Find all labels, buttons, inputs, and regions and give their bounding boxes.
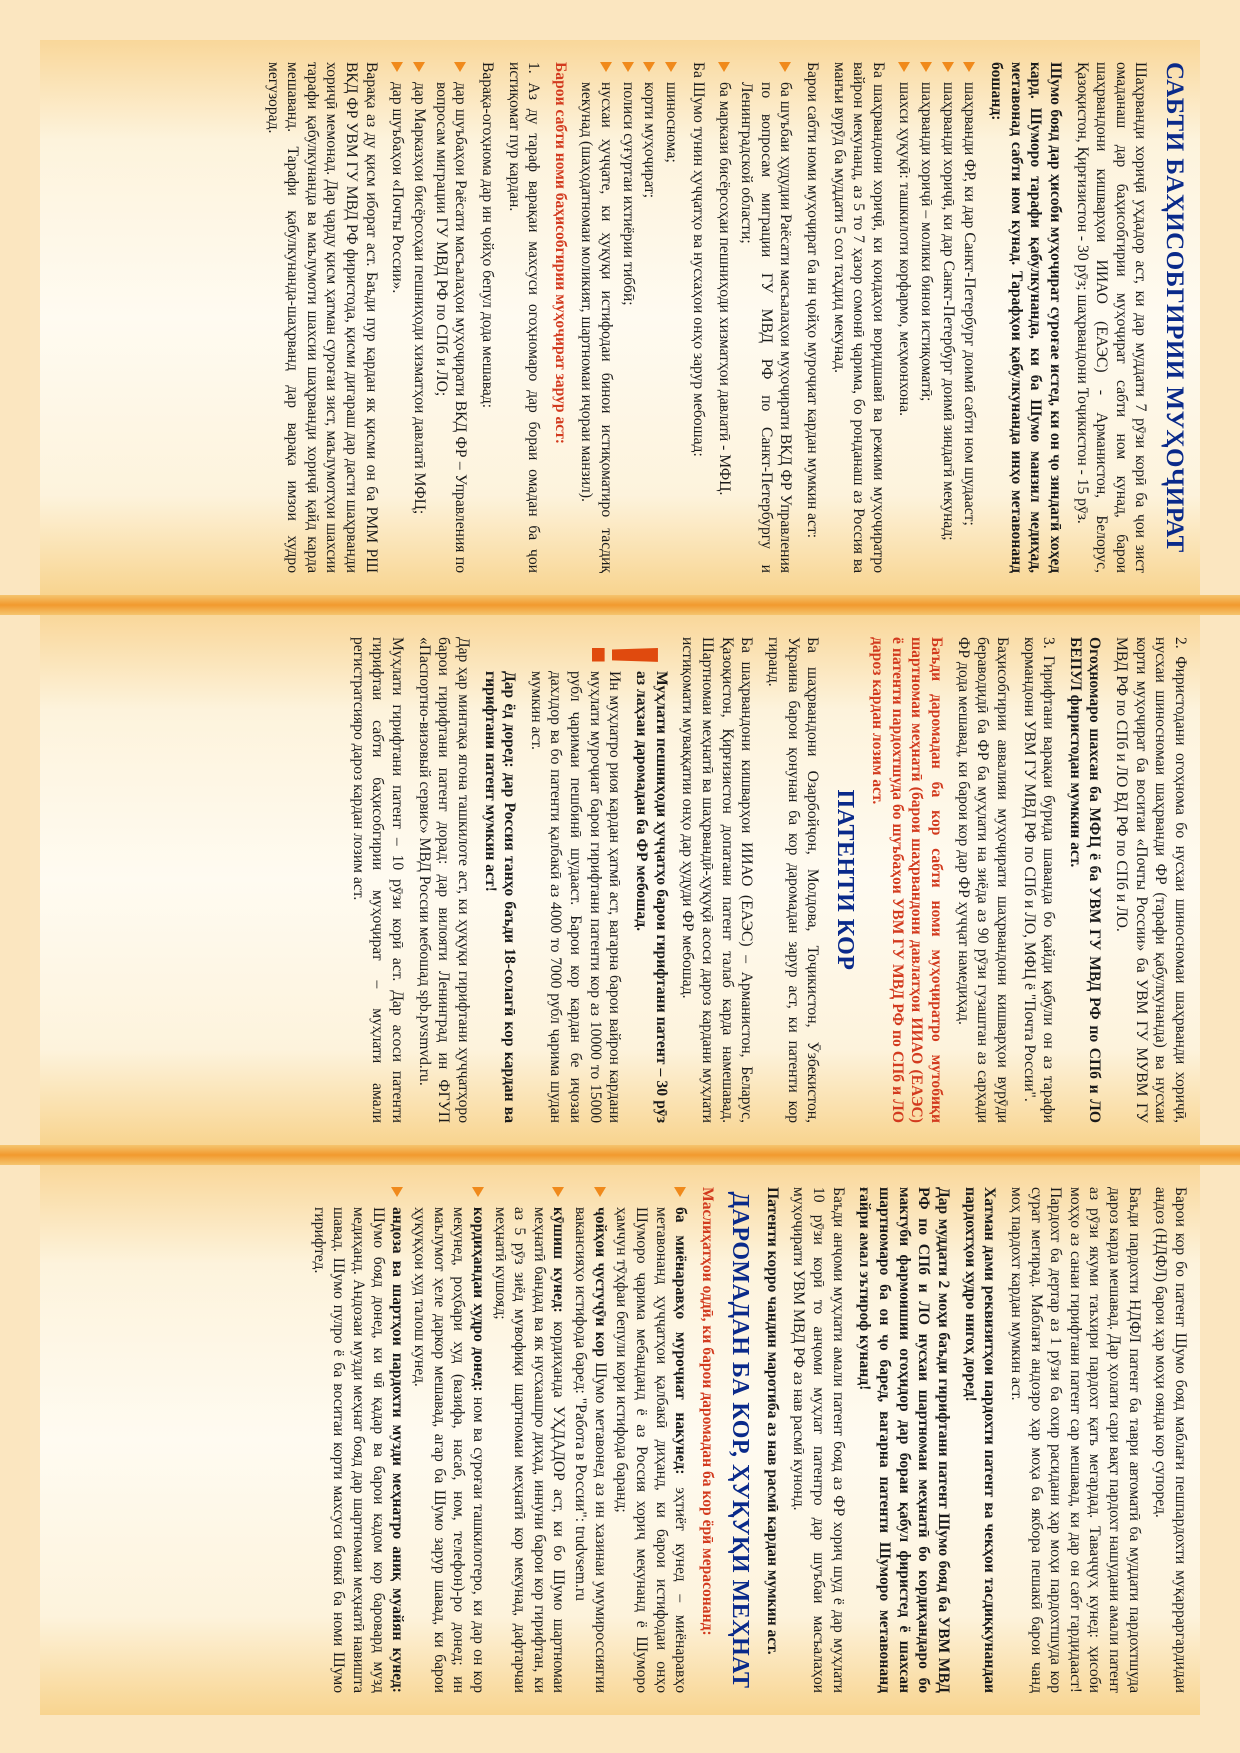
office-list <box>715 62 796 573</box>
list-item: ба маркази бисёрсоҳаи пешниҳоди хизматҳои давлатӣ - МФЦ. <box>715 62 735 573</box>
paragraph: Баҳисобгирии аввалияи муҳоҷирати шаҳрвандони кишварҳои вурӯди бераводидӣ ба ФР ба муҳлати на зиёда аз 90 рӯзи гузаштан аз сарҳади ФР дода мешавад, ки барои кор дар ФР ҳуҷҷат намедиҳад. <box>954 637 1011 1123</box>
form-source-list <box>388 62 471 573</box>
triangle-bullet-icon <box>942 62 954 72</box>
list-item: кӯшиш кунед: кордиҳанда УҲДАДОР аст, ки бо Шумо шартномаи меҳнатӣ бандад ва як нусхаашро диҳад, иннуни барои кор гирифтан, ки аз 5 рӯз зиёд мувофиқи шартномаи меҳнатӣ кор мекунад, дафтарчаи меҳнатӣ кушояд; <box>490 1187 569 1693</box>
paragraph: 3. Гирифтани варақаи бурида шаванда бо қайди қабули он аз тарафи кормандони УВМ ГУ МВД РФ по СПб и ЛО, МФЦ ё "Почта России". <box>1020 637 1058 1123</box>
paragraph: Шаҳрванди хориҷӣ уҳдадор аст, ки дар муддати 7 рӯзи корӣ ба ҷои зист омаданаш дар баҳисобгирии муҳоҷират сабти ном кунад, барои шаҳрвандони кишварҳои ИИАО (ЕАЭС) - Арманистон, Белорус, Қазоқистон, Қирғизистон - 30 рӯз; шаҳрвандони Тоҷикистон - 15 рӯз. <box>1073 62 1150 573</box>
paragraph: Ба шаҳрвандони Озарбойҷон, Молдова, Тоҷикистон, Ӯзбекистон, Украина барои қонунан ба кор даромадан зарур аст, ки патенти кор гиранд. <box>764 637 822 1123</box>
paragraph: Огоҳномаро шахсан ба МФЦ ё ба УВМ ГУ МВД РФ по СПб и ЛО БЕПУЛ фиристодан мумкин аст. <box>1066 637 1104 1123</box>
paragraph: Ба шаҳрвандони кишварҳои ИИАО (ЕАЭС) – Арманистон, Беларус, Қазоқистон, Қирғизистон допатани патент талаб карда намешавад. Шартномаи меҳнатӣ ва шаҳрвандӣ-ҳуқуқӣ асоси дароз кардани муҳлати истиқомати муваққатии онҳо дар ҳудуди ФР мебошад. <box>679 637 756 1123</box>
highlight-paragraph: Баъди даромадан ба кор сабти номи муҳоҷиратро мутобиқи шартномаи меҳнатӣ (барои шаҳрвандони давлатҳои ИИАО (ЕАЭС) ё патенти пардохтшуда бо шуъбаҳои УВМ ГУ МВД РФ по СПб и ЛО дароз кардан лозим аст. <box>869 637 945 1123</box>
triangle-bullet-icon <box>552 1187 564 1197</box>
advice-list <box>309 1187 690 1693</box>
paragraph: Дар ёд доред: дар Россия танҳо баъди 18-солагӣ кор кардан ва гирифтани патент мумкин аст! <box>481 671 519 1123</box>
triangle-bullet-icon <box>622 62 634 72</box>
paragraph: Патенти корро чандин маротиба аз нав расмӣ кардан мумкин аст. <box>763 1187 781 1655</box>
exclamation-icon: ! <box>570 639 678 671</box>
list-item: кордиҳандаи худро донед: ном ва суроғаи ташкилотеро, ки дар он кор мекунед, роҳбари худ (вазифа, насаб, ном, телефон)-ро донед; ин маълумот ҳеле даркор мешавад, агар ба Шумо зарур шавад, ки барои ҳуқуқҳои худ талош кунед. <box>409 1187 488 1693</box>
panel-employment <box>40 1165 1200 1715</box>
list-item: шаҳрванди хориҷӣ, ки дар Санкт-Петербург доимӣ зиндагӣ мекунад; <box>938 62 958 573</box>
triangle-bullet-icon <box>391 1187 403 1197</box>
panel-registration <box>40 40 1200 595</box>
paragraph: Хатман дами реквизитҳои пардохти патент ва чекҳои тасдиқкунандаи пардохтҳои худро нигоҳ доред! <box>961 1187 999 1693</box>
paragraph: Муҳлати пешниҳоди ҳуҷҷатҳо барои гирифтани патент – 30 рӯз аз лаҳзаи даромадан ба ФР мебошад. <box>633 671 670 1123</box>
documents-list <box>577 62 681 573</box>
employment-title: ДАРОМАДАН БА КОР, ҲУҚУҚИ МЕҲНАТ <box>727 1191 754 1689</box>
patent-title: ПАТЕНТИ КОР <box>832 789 859 971</box>
list-item: ба шуъбаи ҳудудии Раёсати масъалаҳои муҳоҷирати ВКД ФР Управления по вопросам миграции ГУ МВД РФ по Санкт-Петербургу и Ленинградской области; <box>736 62 795 573</box>
list-item: шаҳрванди ФР, ки дар Санкт-Петербург доимӣ сабти ном шудааст; <box>960 62 980 573</box>
panel-patent <box>40 615 1200 1145</box>
triangle-bullet-icon <box>391 62 403 72</box>
paragraph: Варақа-огоҳнома дар ин ҷойҳо бепул дода мешавад: <box>478 62 496 409</box>
paragraph: Варақа аз ду қисм иборат аст. Баъди пур кардан як қисми он ба РММ РШ ВКД ФР УВМ ГУ МВД РФ фиристода, қисми дигараш дар дасти шаҳрванди хориҷӣ мемонад. Дар ҷарду қисм ҳатман суроғаи зист, маълумотҳои шахсии тарафи қабулкунанда ва маълумоти шахсии шаҳрванди хориҷӣ қайд карда мешаванд. Тарафи қабулкунанда-шаҳрванд дар варақа имзои худро мегузорад. <box>264 62 380 573</box>
triangle-bullet-icon <box>779 62 791 72</box>
list-item: андоза ва шартҳои пардохти музди меҳнатро аниқ муайян кунед: Шумо бояд донед, ки чӣ қадар ва барои кадом кор баровард музд медиҳанд. Андозаи музди меҳнат бояд дар шартномаи меҳнатӣ навишта шавад. Шумо пулро ё ба воситаи корти махсуси бонкӣ ба номи Шумо гирифтед. <box>309 1187 407 1693</box>
paragraph: Шумо бояд дар ҳисоби муҳоҷират суроғае истед, ки он ҷо зиндагӣ хоҳед кард. Шуморо тарафи қабулкунанда, ки ба Шумо манзил медиҳад, метавонад сабти ном кунад. Тарафҳои қабулкунанда инҳо метавонанд бошанд: <box>988 62 1064 573</box>
paragraph: Барои кор бо патент Шумо бояд маблағи пешпардохти муқарраргардидаи андоз (НДФЛ) барои ҳар моҳи оянда кор супоред. <box>1152 1187 1189 1693</box>
triangle-bullet-icon <box>665 62 677 72</box>
triangle-bullet-icon <box>674 1187 686 1197</box>
list-item: полиси суғуртаи ихтиёрии тиббӣ; <box>618 62 638 573</box>
triangle-bullet-icon <box>920 62 932 72</box>
paragraph: Барои сабти номи муҳоҷират ба ин ҷойҳо муроҷиат кардан мумкин аст: <box>803 62 821 539</box>
warning-block <box>480 637 678 1123</box>
paragraph: Ба шаҳрвандони хориҷӣ, ки қоидаҳои воридшавӣ ва режими муҳоҷиратро вайрон мекунанд, аз 5 то 7 ҳазор сомонӣ ҷарима, бо ронданаш аз Россия ва манъи вурӯд ба муддати 5 сол таҳдид мекунад. <box>830 62 887 573</box>
paragraph: Дар ҳар минтақа ягона ташкилоте аст, ки ҳуқуқи гирифтани ҳуҷҷатҳоро барои гирифтани патент дорад: дар вилояти Ленинград ин ФГУП «Паспортно-визовый сервис» МВД России мебошад spb.pvsmvd.ru. <box>415 637 472 1123</box>
triangle-bullet-icon <box>643 62 655 72</box>
paragraph: Ин муҳлатро риоя кардан ҳатмӣ аст, вагарна барои вайрон кардани муҳлати муроҷиат барои гирифтани патенти кор аз 10000 то 15000 рубл ҷаримаи пешбинӣ шудааст. Барои кор кардан бе иҷозаи дахлдор ва бо патенти қалбакӣ аз 4000 то 7000 рубл ҷарима шудан мумкин аст. <box>527 671 624 1123</box>
list-item: дар Марказҳои бисёрсоҳаи пешниҳоди хизматҳои давлатӣ МФЦ; <box>409 62 429 573</box>
paragraph: 2. Фиристодани огоҳнома бо нусхаи шиносномаи шаҳрванди хориҷӣ, нусхаи шиносномаи шаҳрванди ФР (тарафи қабулкунанда) ва нусхаи корти муҳоҷират ба воситаи «Почты России» ба УВМ ГУ МУВМ ГУ МВД РФ по СПб и ЛО ВД РФ по СПб и ЛО. <box>1113 637 1189 1123</box>
triangle-bullet-icon <box>594 1187 606 1197</box>
paragraph: Дар муддати 2 моҳи баъди гирифтани патент Шумо бояд ба УВМ МВД РФ по СПб и ЛО нусхаи шартномаи меҳнатӣ бо кордиҳандаро бо мактуби фармоишии огоҳидор дар бораи қабул фиристед ё шахсан шартномаро ба он ҷо баред, вагарна патенти Шуморо метавонанд ғайри амал эътироф кунанд! <box>856 1187 952 1693</box>
list-item: ҷойҳои ҷустуҷӯи кор Шумо метавонед аз ин хазинаи умумироссиягии вакансияҳо истифода баред: "Работа в России": trudvsem.ru <box>570 1187 609 1693</box>
triangle-bullet-icon <box>413 62 425 72</box>
list-item: шахси ҳуқуқӣ: ташкилоти корфармо, меҳмонхона. <box>895 62 915 573</box>
list-item: шиносномa; <box>661 62 681 573</box>
triangle-bullet-icon <box>454 62 466 72</box>
section-heading: Барои сабти номи баҳисобгирии муҳоҷират зарур аст: <box>551 62 569 445</box>
fold-divider <box>0 595 1240 615</box>
host-list <box>895 62 980 573</box>
list-item: дар шуъбаҳои Раёсати масъалаҳои муҳоҷирати ВКД ФР – Управления по вопросам миграции ГУ МВД РФ по СПб и ЛО; <box>431 62 470 573</box>
triangle-bullet-icon <box>472 1187 484 1197</box>
list-item: корти муҳоҷират; <box>640 62 660 573</box>
paragraph: 1. Аз ду тараф варақаи махсуси огоҳномаро дар бораи омадан ба ҷои истиқомат пур кардан. <box>505 62 543 573</box>
triangle-bullet-icon <box>898 62 910 72</box>
paragraph: Муҳлати гирифтани патент – 10 рӯзи корӣ аст. Дар асоси патенти гирифтаи сабти баҳисобгирии муҳоҷират – муҳлати амали регистратсияро дароз кардан лозим аст. <box>349 637 406 1123</box>
triangle-bullet-icon <box>963 62 975 72</box>
list-item: шаҳрванди хориҷӣ – молики бинои истиқоматӣ; <box>916 62 936 573</box>
section-heading: Маслиҳатҳои оддӣ, ки барои даромадан ба кор ёрӣ мерасонанд: <box>698 1187 716 1636</box>
registration-title: САБТИ БАҲИСОБГИРИИ МУҲОҶИРАТ <box>1161 62 1188 553</box>
list-item: дар шуъбаҳои «Почты России». <box>388 62 408 573</box>
paragraph: Баъди анҷоми муҳлати амали патент бояд аз ФР хориҷ шуд ё дар муҳлати 10 рӯзи корӣ то анҷоми муҳлат патентро дар шуъбаи масъалаҳои муҳоҷирати УВМ МВД РФ аз нав расмӣ кунонд. <box>790 1187 847 1693</box>
paragraph: Ба Шумо тунин ҳуҷҷатҳо ва нусхаҳои онҳо зарур мебошад: <box>689 62 707 457</box>
list-item: нусхаи ҳуҷҷате, ки ҳуқуқи истифодаи бинои истиқоматиро тасдиқ мекунад (шаҳодатномаи моликият, шартномаи иҷораи манзил). <box>577 62 616 573</box>
triangle-bullet-icon <box>718 62 730 72</box>
paragraph: Баъди пардохти НДФЛ патент ба таври автоматӣ ба муддати пардохтшуда дароз карда мешавад. Дар ҳолати сари вақт пардохт нашудани амали патент аз рӯзи якуми таъхири пардохт қатъ мегардад. Таваҷҷуҳ кунед: ҳисоби моҳҳо аз санаи гирифтани патент сар мешавад, ки дар он сабт гардидааст! Пардохт ба дертар аз 1 рӯзи ба охир расидани ҳар моҳи пардохтшуда кор сурат мегирад. Маблағи андозро ҳар моҳа ба якбора пешакӣ барои чанд моҳ пардохт кардан мумкин аст. <box>1007 1187 1143 1693</box>
list-item: ба миёнаравҳо муроҷиат накунед: эҳтиёт кунед – миёнаравҳо метавонанд ҳуҷҷатҳои қалбакӣ диҳанд, ки барои истифодаи онҳо Шуморо ҷаримa мебанданд ё аз Россия хориҷ мекунанд ё Шуморо ҳамчун тӯҳфаи бепули кори истифода баранд; <box>612 1187 691 1693</box>
triangle-bullet-icon <box>600 62 612 72</box>
fold-divider <box>0 1145 1240 1165</box>
